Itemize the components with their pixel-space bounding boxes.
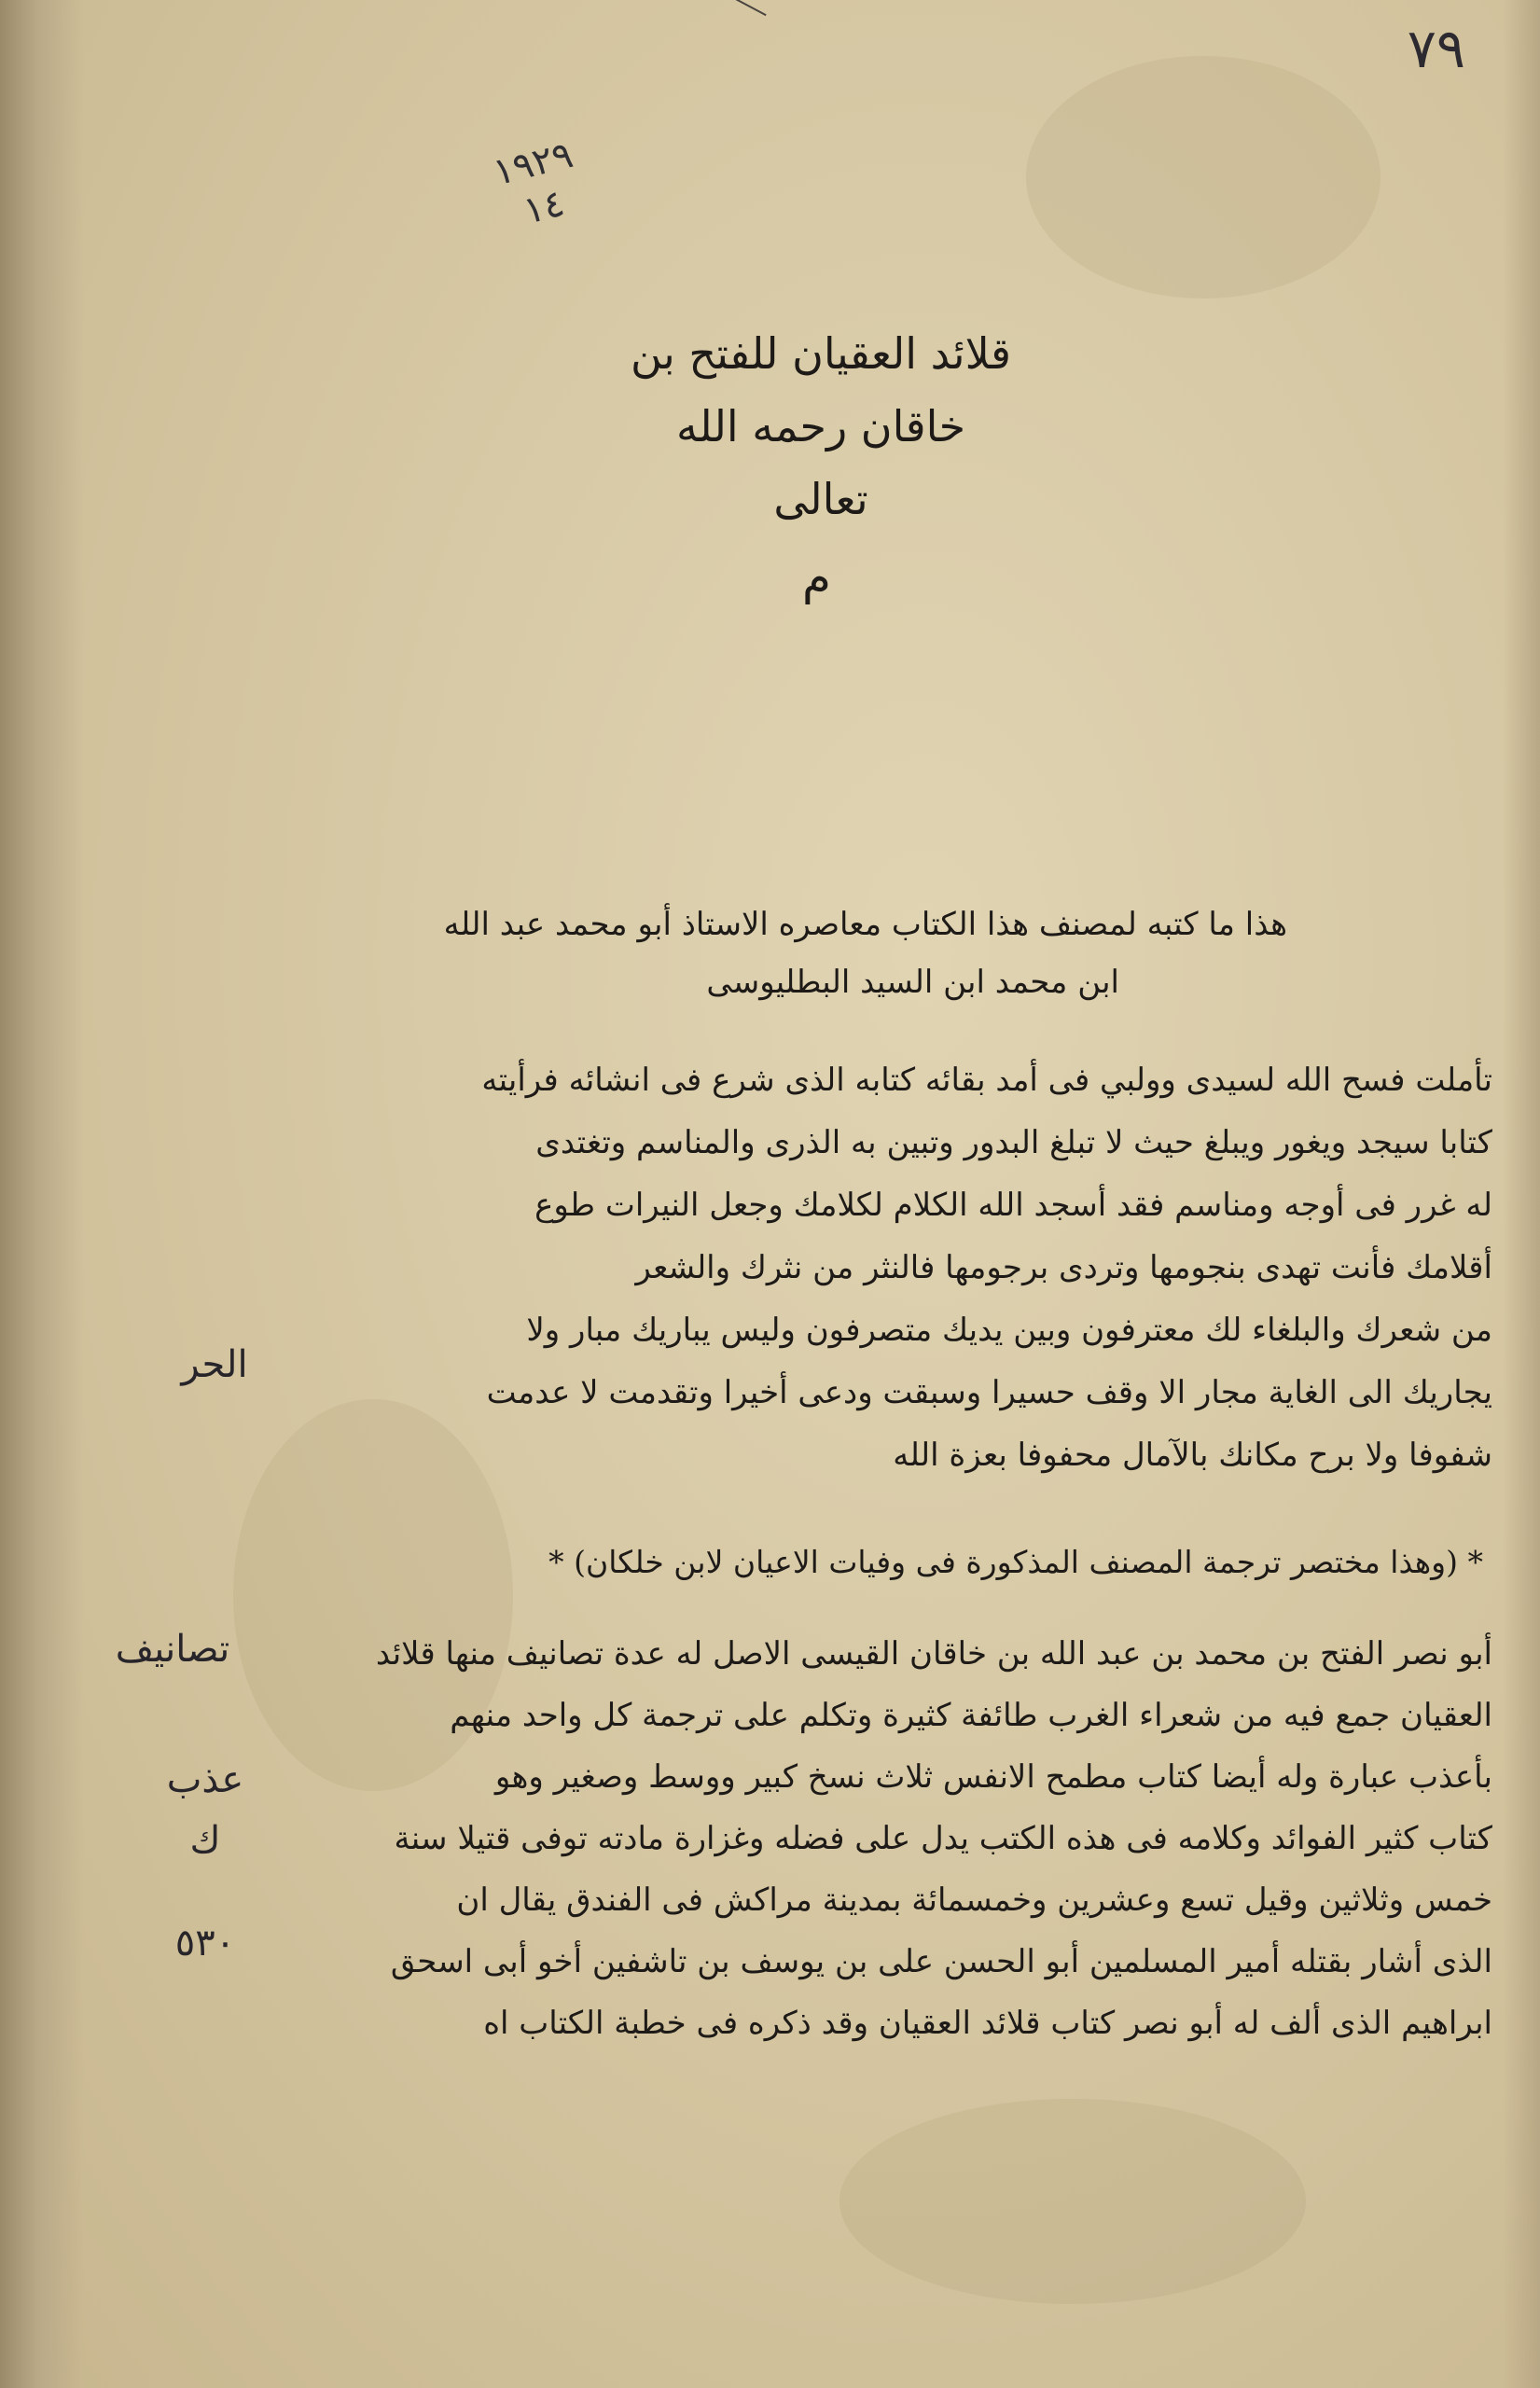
- text-line: من شعرك والبلغاء لك معترفون وبين يديك متصرفون وليس يباريك مبار ولا: [526, 1312, 1492, 1349]
- margin-note: تصانيف: [115, 1628, 230, 1671]
- text-line: شفوفا ولا برح مكانك بالآمال محفوفا بعزة الله: [893, 1437, 1492, 1474]
- paper-stain: [1026, 56, 1380, 298]
- folio-number: ٧٩: [1407, 17, 1465, 80]
- text-line: أقلامك فأنت تهدى بنجومها وتردى برجومها فالنثر من نثرك والشعر: [635, 1249, 1492, 1286]
- margin-note: ٥٣٠: [174, 1922, 236, 1965]
- text-line: الذى أشار بقتله أمير المسلمين أبو الحسن على بن يوسف بن تاشفين أخو أبى اسحق: [390, 1943, 1492, 1980]
- title-line: خاقان رحمه الله: [675, 401, 966, 451]
- contemporary-praise-paragraph: [308, 1049, 1492, 1487]
- section-heading: [354, 896, 1287, 1011]
- heading-line: هذا ما كتبه لمصنف هذا الكتاب معاصره الاستاذ أبو محمد عبد الله: [443, 906, 1287, 943]
- biography-paragraph: [308, 1623, 1492, 2054]
- text-line: العقيان جمع فيه من شعراء الغرب طائفة كثيرة وتكلم على ترجمة كل واحد منهم: [450, 1697, 1492, 1734]
- shelfmark-line: ١٤: [519, 181, 569, 233]
- margin-note: ك: [189, 1819, 221, 1862]
- title-line: تعالى: [773, 474, 868, 524]
- title-mark: م: [802, 550, 831, 604]
- text-line: أبو نصر الفتح بن محمد بن عبد الله بن خاقان القيسى الاصل له عدة تصانيف منها قلائد: [375, 1635, 1492, 1673]
- text-line: له غرر فى أوجه ومناسم فقد أسجد الله الكلام لكلامك وجعل النيرات طوع: [534, 1187, 1492, 1224]
- biography-heading: * (وهذا مختصر ترجمة المصنف المذكورة فى وفيات الاعيان لابن خلكان) *: [548, 1544, 1483, 1580]
- shelfmark-line: ١٩٢٩: [489, 132, 577, 195]
- book-title: [560, 317, 1082, 535]
- text-line: تأملت فسح الله لسيدى وولبي فى أمد بقائه كتابه الذى شرع فى انشائه فرأيته: [481, 1062, 1492, 1099]
- paper-stain: [839, 2099, 1306, 2304]
- text-line: كتاب كثير الفوائد وكلامه فى هذه الكتب يدل على فضله وغزارة مادته توفى قتيلا سنة: [394, 1820, 1492, 1857]
- heading-line: ابن محمد ابن السيد البطليوسى: [706, 964, 1119, 1001]
- text-line: يجاريك الى الغاية مجار الا وقف حسيرا وسبقت ودعى أخيرا وتقدمت لا عدمت: [486, 1374, 1492, 1411]
- text-line: خمس وثلاثين وقيل تسع وعشرين وخمسمائة بمدينة مراكش فى الفندق يقال ان: [456, 1881, 1492, 1919]
- text-line: بأعذب عبارة وله أيضا كتاب مطمح الانفس ثلاث نسخ كبير ووسط وصغير وهو: [494, 1758, 1492, 1796]
- text-line: كتابا سيجد ويغور ويبلغ حيث لا تبلغ البدور وتبين به الذرى والمناسم وتغتدى: [535, 1124, 1492, 1161]
- ink-scratch: [707, 0, 766, 33]
- title-line: قلائد العقيان للفتح بن: [630, 328, 1012, 379]
- text-line: ابراهيم الذى ألف له أبو نصر كتاب قلائد العقيان وقد ذكره فى خطبة الكتاب اه: [483, 2005, 1492, 2042]
- margin-note: عذب: [166, 1758, 244, 1801]
- shelfmark-annotation: [423, 117, 668, 313]
- margin-note: الحر: [181, 1343, 248, 1386]
